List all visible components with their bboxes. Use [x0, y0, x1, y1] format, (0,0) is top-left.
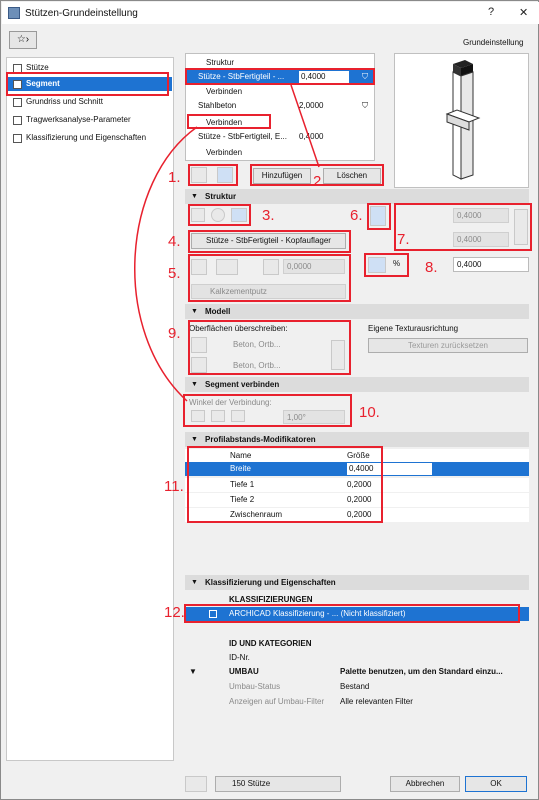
section-klassifizierung[interactable]: ▼ Klassifizierung und Eigenschaften	[185, 575, 529, 590]
row-value: 0,2000	[347, 495, 372, 504]
material-field: Kalkzementputz	[191, 284, 346, 299]
annotation-11: 11.	[164, 478, 184, 495]
angle-label: Winkel der Verbindung:	[189, 398, 272, 407]
texture-label: Eigene Texturausrichtung	[368, 324, 459, 333]
row-value: 0,2000	[347, 480, 372, 489]
collapse-umbau-icon[interactable]: ▼	[189, 667, 197, 676]
percent-icon[interactable]: %	[393, 259, 401, 268]
sidebar-item-label: Segment	[26, 79, 60, 88]
col-name: Name	[230, 451, 252, 460]
id-label: ID-Nr.	[229, 653, 250, 662]
annotation-1: 1.	[168, 169, 181, 186]
row-value[interactable]: 0,4000	[347, 463, 432, 475]
header-mode: Grundeinstellung	[463, 38, 524, 47]
window-title: Stützen-Grundeinstellung	[25, 8, 138, 19]
filter-label: Anzeigen auf Umbau-Filter	[229, 697, 325, 706]
depth-field: 0,4000	[453, 232, 509, 247]
status-label: Umbau-Status	[229, 682, 281, 691]
cancel-button[interactable]: Abbrechen	[390, 776, 460, 792]
annotation-3: 3.	[262, 207, 275, 224]
tree-row-label: Verbinden	[206, 87, 243, 96]
profile-select[interactable]: Stütze - StbFertigteil - Kopfauflager	[191, 233, 346, 249]
tree-row-label: Verbinden	[206, 118, 243, 127]
layer-select[interactable]: 150 Stütze	[215, 776, 341, 792]
sidebar-item-label: Stütze	[26, 63, 49, 72]
tree-row-label: Stütze - StbFertigteil - ...	[198, 72, 285, 81]
annotation-7: 7.	[397, 231, 410, 248]
close-button[interactable]: ✕	[519, 7, 529, 19]
section-title: Segment verbinden	[205, 380, 280, 389]
add-button[interactable]: Hinzufügen	[253, 168, 311, 184]
star-icon: ☆›	[16, 34, 30, 45]
filter-value[interactable]: Alle relevanten Filter	[340, 697, 413, 706]
size-field[interactable]: 0,4000	[453, 257, 529, 272]
ok-button[interactable]: OK	[465, 776, 527, 792]
surface-2[interactable]: Beton, Ortb...	[233, 361, 281, 370]
section-modell[interactable]: ▼ Modell	[185, 304, 529, 319]
umbau-note: Palette benutzen, um den Standard einzu...	[340, 667, 503, 676]
tree-row-value[interactable]: 0,4000	[299, 71, 349, 83]
tree-header: Struktur	[206, 58, 235, 67]
help-button[interactable]: ?	[488, 6, 495, 18]
annotation-5: 5.	[168, 265, 181, 282]
classification-header: KLASSIFIZIERUNGEN	[229, 595, 313, 604]
lock-icon[interactable]: ⛉	[362, 72, 368, 81]
umbau-header: UMBAU	[229, 667, 259, 676]
section-struktur[interactable]: ▼ Struktur	[185, 189, 529, 204]
annotation-connectors	[1, 1, 539, 800]
row-name: Breite	[230, 464, 251, 473]
tree-row-label: Verbinden	[206, 148, 243, 157]
lock-icon[interactable]: ⛉	[362, 101, 368, 110]
row-name: Tiefe 1	[230, 480, 255, 489]
override-label: Oberflächen überschreiben:	[189, 324, 288, 333]
section-title: Modell	[205, 307, 231, 316]
tree-row-value: 2,0000	[299, 101, 324, 110]
width-field: 0,4000	[453, 208, 509, 223]
tree-row-value: 0,4000	[299, 132, 324, 141]
annotation-10: 10.	[359, 404, 380, 421]
row-name: Tiefe 2	[230, 495, 255, 504]
tree-row-label: Stütze - StbFertigteil, E...	[198, 132, 287, 141]
surface-1[interactable]: Beton, Ortb...	[233, 340, 281, 349]
annotation-9: 9.	[168, 325, 181, 342]
row-value: 0,2000	[347, 510, 372, 519]
id-header: ID UND KATEGORIEN	[229, 639, 312, 648]
annotation-12: 12.	[164, 604, 185, 621]
sidebar-item-label: Klassifizierung und Eigenschaften	[26, 133, 147, 142]
col-size: Größe	[347, 451, 370, 460]
annotation-2: 2.	[313, 173, 326, 190]
row-name: Zwischenraum	[230, 510, 283, 519]
reset-texture-button[interactable]: Texturen zurücksetzen	[368, 338, 528, 353]
core-thickness-field: 0,0000	[283, 259, 345, 274]
annotation-8: 8.	[425, 259, 438, 276]
annotation-6: 6.	[350, 207, 363, 224]
status-value[interactable]: Bestand	[340, 682, 370, 691]
classification-value: ARCHICAD Klassifizierung - ... (Nicht klassifiziert)	[229, 609, 406, 618]
tree-row-label: Stahlbeton	[198, 101, 237, 110]
section-title: Struktur	[205, 192, 237, 201]
section-title: Profilabstands-Modifikatoren	[205, 435, 316, 444]
angle-field: 1,00°	[283, 410, 345, 424]
section-segment-verbinden[interactable]: ▼ Segment verbinden	[185, 377, 529, 392]
section-title: Klassifizierung und Eigenschaften	[205, 578, 336, 587]
sidebar-item-label: Tragwerksanalyse-Parameter	[26, 115, 131, 124]
delete-button[interactable]: Löschen	[323, 168, 381, 184]
annotation-4: 4.	[168, 233, 181, 250]
section-profil[interactable]: ▼ Profilabstands-Modifikatoren	[185, 432, 529, 447]
sidebar-item-label: Grundriss und Schnitt	[26, 97, 103, 106]
